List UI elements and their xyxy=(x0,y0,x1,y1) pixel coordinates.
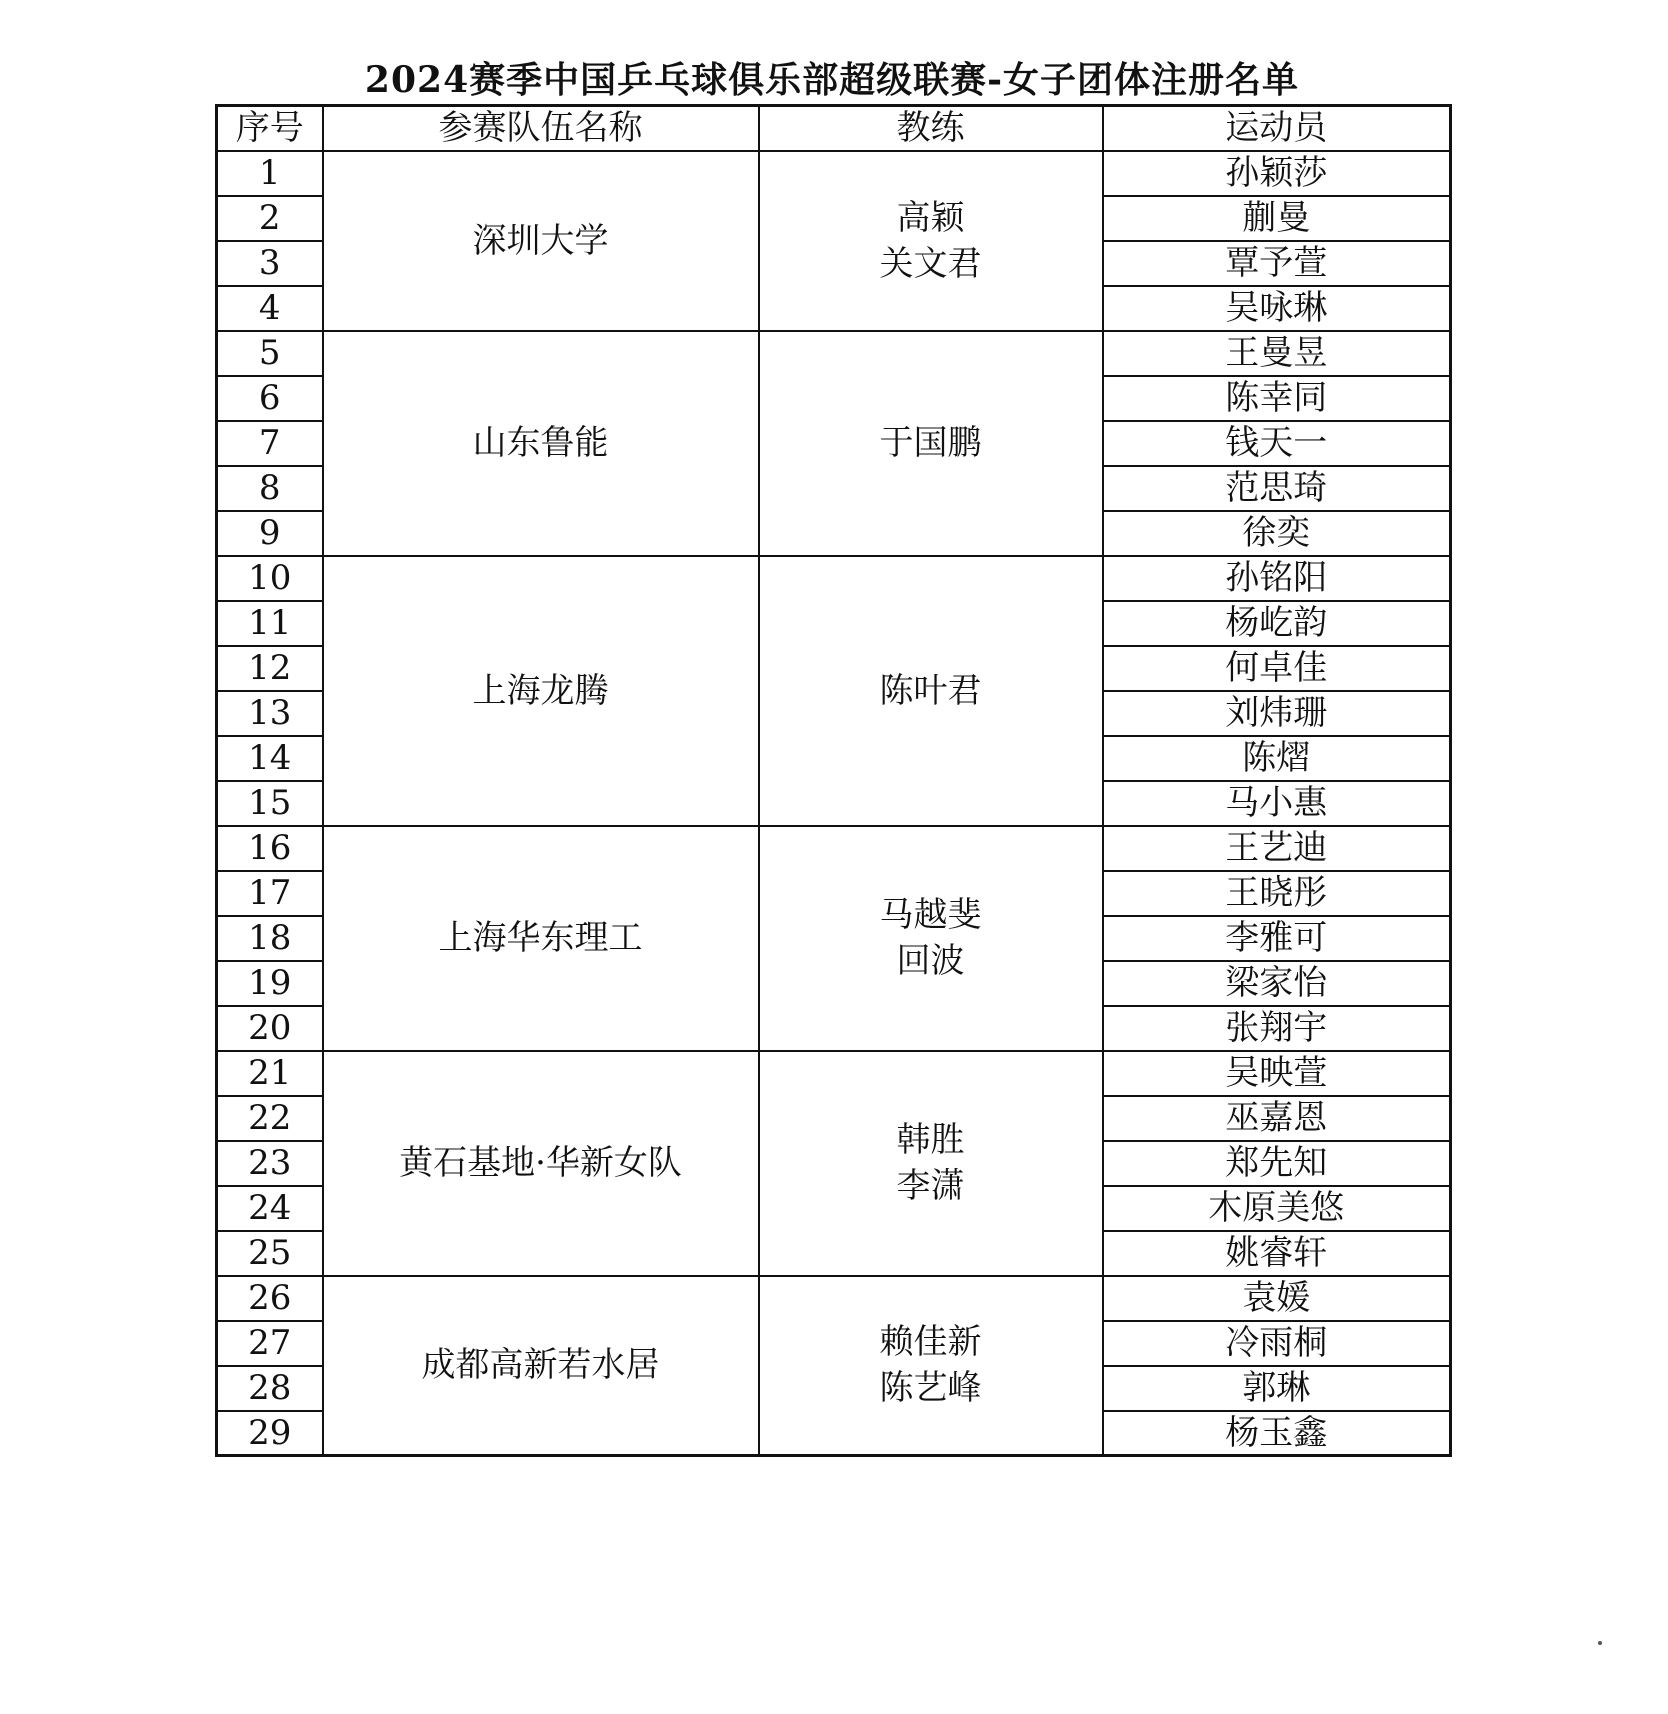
row-number: 15 xyxy=(217,781,323,826)
player-name: 陈幸同 xyxy=(1103,376,1451,421)
player-name: 王曼昱 xyxy=(1103,331,1451,376)
team-name: 成都高新若水居 xyxy=(323,1276,759,1456)
table-row xyxy=(217,1276,1451,1321)
coach-cell xyxy=(759,556,1103,826)
team-name: 深圳大学 xyxy=(323,151,759,331)
row-number: 3 xyxy=(217,241,323,286)
table-row xyxy=(217,556,1451,601)
row-number: 13 xyxy=(217,691,323,736)
player-name: 张翔宇 xyxy=(1103,1006,1451,1051)
team-name: 上海华东理工 xyxy=(323,826,759,1051)
coach-name: 赖佳新 xyxy=(879,1322,982,1363)
player-name: 覃予萱 xyxy=(1103,241,1451,286)
coach-name: 于国鹏 xyxy=(879,423,982,463)
header-player: 运动员 xyxy=(1103,106,1451,151)
table-row xyxy=(217,151,1451,196)
player-name: 吴咏琳 xyxy=(1103,286,1451,331)
team-name: 黄石基地·华新女队 xyxy=(323,1051,759,1276)
row-number: 6 xyxy=(217,376,323,421)
decorative-dot xyxy=(1598,1641,1602,1645)
player-name: 蒯曼 xyxy=(1103,196,1451,241)
row-number: 12 xyxy=(217,646,323,691)
row-number: 26 xyxy=(217,1276,323,1321)
coach-cell xyxy=(759,151,1103,331)
row-number: 19 xyxy=(217,961,323,1006)
row-number: 22 xyxy=(217,1096,323,1141)
coach-name: 高颖 xyxy=(896,197,965,238)
coach-cell xyxy=(759,1051,1103,1276)
table-row xyxy=(217,826,1451,871)
roster-body xyxy=(217,151,1451,1456)
coach-name: 关文君 xyxy=(879,243,982,284)
coach-name: 韩胜 xyxy=(896,1120,965,1160)
coach-name: 陈艺峰 xyxy=(879,1368,982,1409)
coach-name: 李潇 xyxy=(896,1166,965,1206)
row-number: 27 xyxy=(217,1321,323,1366)
table-row xyxy=(217,331,1451,376)
row-number: 23 xyxy=(217,1141,323,1186)
row-number: 8 xyxy=(217,466,323,511)
player-name: 何卓佳 xyxy=(1103,646,1451,691)
row-number: 21 xyxy=(217,1051,323,1096)
player-name: 马小惠 xyxy=(1103,781,1451,826)
row-number: 24 xyxy=(217,1186,323,1231)
team-name: 上海龙腾 xyxy=(323,556,759,826)
player-name: 李雅可 xyxy=(1103,916,1451,961)
header-row xyxy=(217,106,1451,151)
player-name: 刘炜珊 xyxy=(1103,691,1451,736)
player-name: 孙铭阳 xyxy=(1103,556,1451,601)
row-number: 16 xyxy=(217,826,323,871)
player-name: 钱天一 xyxy=(1103,421,1451,466)
player-name: 孙颖莎 xyxy=(1103,151,1451,196)
row-number: 18 xyxy=(217,916,323,961)
player-name: 吴映萱 xyxy=(1103,1051,1451,1096)
row-number: 7 xyxy=(217,421,323,466)
player-name: 郑先知 xyxy=(1103,1141,1451,1186)
registration-table xyxy=(215,104,1452,1457)
player-name: 范思琦 xyxy=(1103,466,1451,511)
header-coach: 教练 xyxy=(759,106,1103,151)
row-number: 5 xyxy=(217,331,323,376)
row-number: 17 xyxy=(217,871,323,916)
row-number: 11 xyxy=(217,601,323,646)
coach-cell xyxy=(759,826,1103,1051)
player-name: 梁家怡 xyxy=(1103,961,1451,1006)
row-number: 29 xyxy=(217,1411,323,1456)
document-title: 2024赛季中国乒乓球俱乐部超级联赛-女子团体注册名单 xyxy=(364,59,1300,101)
watermark xyxy=(1110,1632,1570,1666)
player-name: 巫嘉恩 xyxy=(1103,1096,1451,1141)
header-team: 参赛队伍名称 xyxy=(323,106,759,151)
player-name: 冷雨桐 xyxy=(1103,1321,1451,1366)
player-name: 袁媛 xyxy=(1103,1276,1451,1321)
row-number: 14 xyxy=(217,736,323,781)
coach-name: 马越斐 xyxy=(879,895,982,935)
row-number: 25 xyxy=(217,1231,323,1276)
player-name: 陈熠 xyxy=(1103,736,1451,781)
row-number: 10 xyxy=(217,556,323,601)
player-name: 木原美悠 xyxy=(1103,1186,1451,1231)
player-name: 杨屹韵 xyxy=(1103,601,1451,646)
row-number: 28 xyxy=(217,1366,323,1411)
player-name: 姚睿轩 xyxy=(1103,1231,1451,1276)
row-number: 4 xyxy=(217,286,323,331)
coach-cell xyxy=(759,1276,1103,1456)
coach-name: 陈叶君 xyxy=(879,670,982,711)
player-name: 徐奕 xyxy=(1103,511,1451,556)
team-name: 山东鲁能 xyxy=(323,331,759,556)
player-name: 王艺迪 xyxy=(1103,826,1451,871)
player-name: 王晓彤 xyxy=(1103,871,1451,916)
player-name: 杨玉鑫 xyxy=(1103,1411,1451,1456)
row-number: 2 xyxy=(217,196,323,241)
table-row xyxy=(217,1051,1451,1096)
header-no: 序号 xyxy=(217,106,323,151)
row-number: 20 xyxy=(217,1006,323,1051)
player-name: 郭琳 xyxy=(1103,1366,1451,1411)
coach-cell xyxy=(759,331,1103,556)
row-number: 1 xyxy=(217,151,323,196)
coach-name: 回波 xyxy=(896,941,965,981)
row-number: 9 xyxy=(217,511,323,556)
